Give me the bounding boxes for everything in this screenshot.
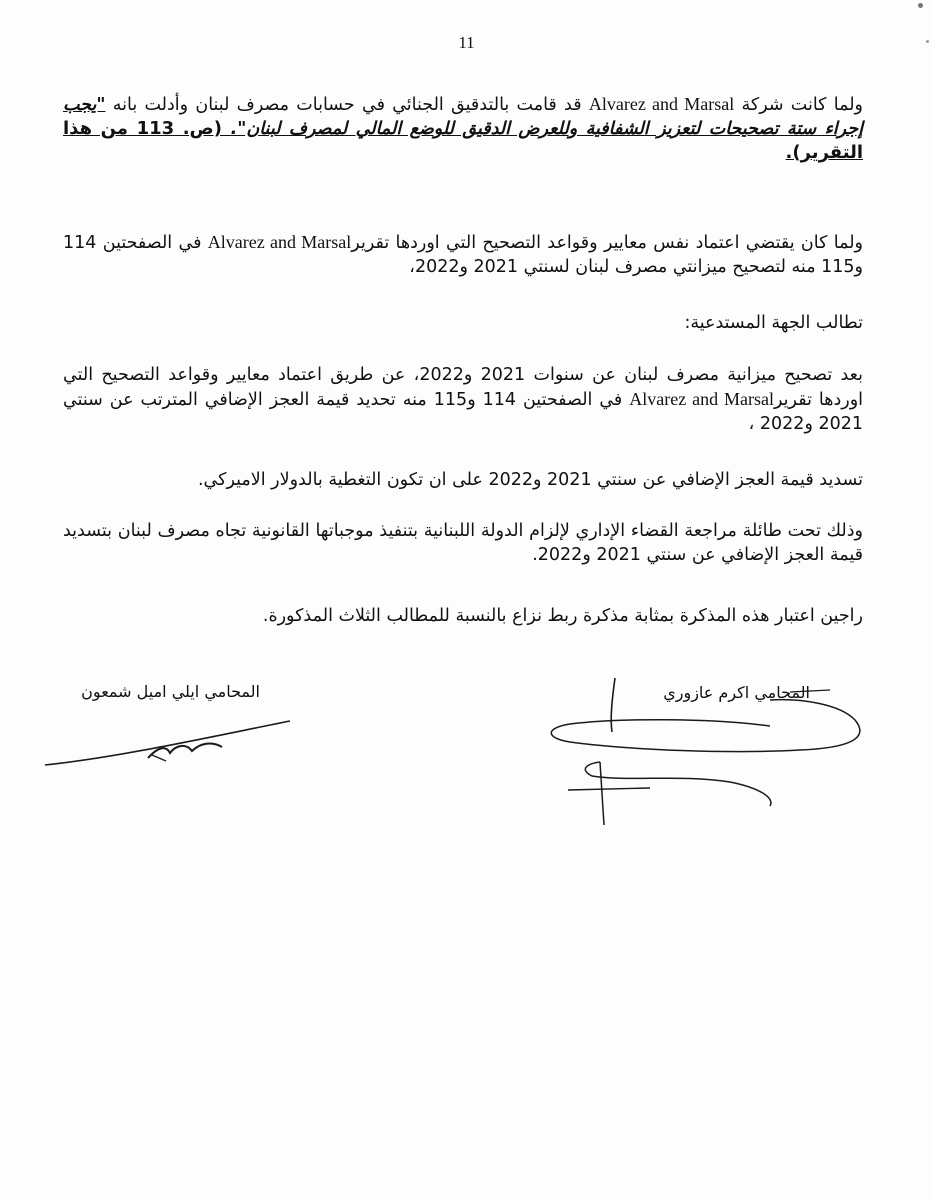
- company-name: Alvarez and Marsal: [207, 232, 352, 252]
- paragraph-text: في الصفحتين 114 و115 منه لتصحيح ميزانتي مصرف لبنان لسنتي 2021 و2022،: [63, 233, 863, 277]
- signature-left-scribble: [40, 715, 300, 775]
- paragraph-legal-warning: وذلك تحت طائلة مراجعة القضاء الإداري لإلزام الدولة اللبنانية بتنفيذ موجباتها القانونية تجاه مصرف لبنان بتسديد قيمة العجز الإضافي عن سنتي 2021 و2022.: [63, 521, 863, 565]
- signature-right-scribble: [540, 670, 880, 830]
- page-reference: (ص. 113 من هذا التقرير).: [63, 118, 863, 163]
- company-name: Alvarez and Marsal: [588, 94, 735, 114]
- paragraph-text: بعد تصحيح ميزانية مصرف لبنان عن سنوات 2021 و2022، عن طريق اعتماد معايير وقواعد التصحيح التي اوردها تقرير: [63, 365, 864, 410]
- paragraph-demands-heading: تطالب الجهة المستدعية:: [684, 313, 863, 333]
- report-quote: "يجب إجراء ستة تصحيحات لتعزيز الشفافية وللعرض الدقيق للوضع المالي لمصرف لبنان".: [63, 95, 864, 139]
- paragraph-text: قد قامت بالتدقيق الجنائي في حسابات مصرف لبنان وأدلت بانه: [105, 95, 589, 115]
- signature-right-name: المحامي اكرم عازوري: [663, 683, 810, 702]
- paragraph-correction-criteria: [63, 230, 863, 279]
- paragraph-closing: راجين اعتبار هذه المذكرة بمثابة مذكرة ربط نزاع بالنسبة للمطالب الثلاث المذكورة.: [262, 606, 863, 626]
- paragraph-audit-findings: [63, 92, 863, 165]
- page-number: 11: [458, 33, 475, 52]
- paragraph-demand-correction: [63, 363, 863, 436]
- scan-speck: [918, 3, 923, 8]
- company-name: Alvarez and Marsal: [629, 389, 775, 409]
- signature-left-name: المحامي ايلي اميل شمعون: [81, 682, 260, 701]
- paragraph-demand-payment: تسديد قيمة العجز الإضافي عن سنتي 2021 و2022 على ان تكون التغطية بالدولار الاميركي.: [197, 470, 863, 490]
- paragraph-text: في الصفحتين 114 و115 منه تحديد قيمة العجز الإضافي المترتب عن سنتي 2021 و2022 ،: [63, 390, 863, 434]
- paragraph-text: ولما كانت شركة: [734, 95, 863, 115]
- paragraph-text: ولما كان يقتضي اعتماد نفس معايير وقواعد التصحيح التي اوردها تقرير: [351, 233, 863, 253]
